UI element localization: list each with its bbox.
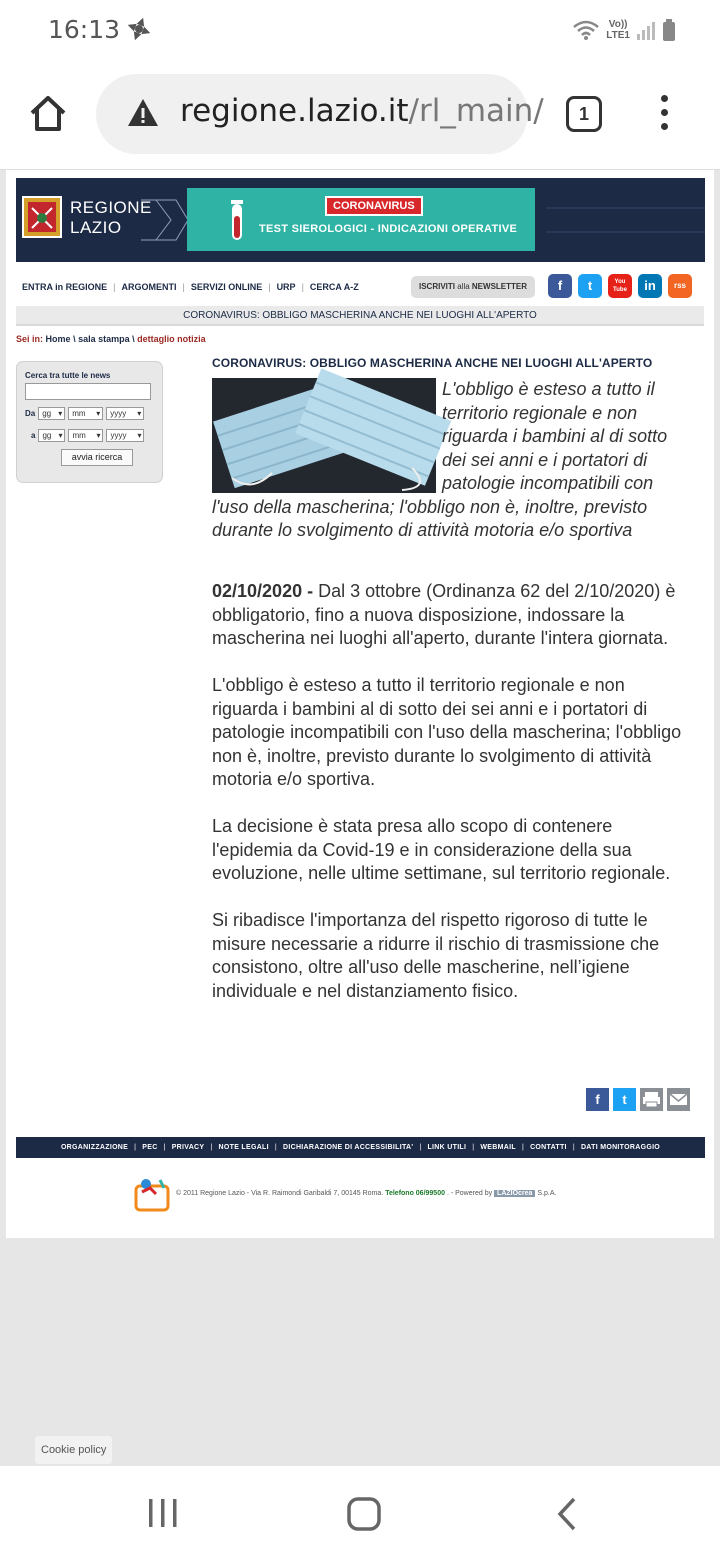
news-search-box: [16, 361, 163, 483]
promo-text: TEST SIEROLOGICI - INDICAZIONI OPERATIVE: [259, 223, 518, 235]
footer-contatti[interactable]: CONTATTI: [530, 1144, 567, 1151]
date-to-label: a: [31, 431, 36, 440]
back-icon[interactable]: [552, 1496, 582, 1532]
news-ticker[interactable]: CORONAVIRUS: OBBLIGO MASCHERINA ANCHE NEI LUOGHI ALL'APERTO: [16, 306, 704, 326]
share-buttons: [586, 1088, 690, 1111]
home-nav-icon[interactable]: [346, 1496, 382, 1532]
date-to-row: [31, 429, 144, 442]
status-bar: [0, 0, 720, 62]
date-from-row: [25, 407, 144, 420]
warning-icon[interactable]: [126, 96, 160, 130]
footer-organizzazione[interactable]: ORGANIZZAZIONE: [60, 1144, 129, 1151]
share-twitter-icon[interactable]: t: [613, 1088, 636, 1111]
battery-icon: [662, 19, 676, 41]
newsletter-prefix: ISCRIVITI: [418, 282, 455, 291]
fan-icon: [124, 14, 154, 44]
to-year-select[interactable]: yyyy ▾: [106, 429, 144, 442]
lte-label: LTE1: [606, 30, 630, 41]
coronavirus-promo-banner[interactable]: [187, 188, 535, 251]
nav-servizi-online[interactable]: SERVIZI ONLINE: [190, 282, 263, 292]
to-month-select[interactable]: mm ▾: [68, 429, 103, 442]
article-paragraph-2: L'obbligo è esteso a tutto il territorio regionale e non riguarda i bambini al di sotto dei sei anni e i portatori di patologie incompatibili con l'uso della mascherina; l'obbligo non è, inoltre, previsto durante lo svolgimento di attività motoria e/o sportiva.: [212, 675, 682, 789]
from-year-select[interactable]: yyyy ▾: [106, 407, 144, 420]
more-options-icon[interactable]: [652, 90, 676, 138]
footer-separator: |: [572, 1144, 575, 1151]
footer-phone[interactable]: Telefono 06/99500: [385, 1190, 445, 1197]
web-page: [6, 170, 714, 1238]
home-icon[interactable]: [24, 89, 72, 137]
coronavirus-badge: CORONAVIRUS: [325, 196, 423, 216]
print-icon[interactable]: [640, 1088, 663, 1111]
footer-separator: |: [274, 1144, 277, 1151]
email-icon[interactable]: [667, 1088, 690, 1111]
site-header-banner: [16, 178, 705, 262]
status-time: 16:13: [48, 15, 121, 44]
signal-icon: [636, 20, 656, 40]
social-links: [548, 274, 692, 298]
twitter-icon[interactable]: t: [578, 274, 602, 298]
system-navigation-bar: [0, 1466, 720, 1560]
from-day-select[interactable]: gg ▾: [38, 407, 65, 420]
article-paragraph-4: Si ribadisce l'importanza del rispetto rigoroso di tutte le misure necessarie a ridurre il rischio di trasmissione che consistono, oltre all'uso delle mascherine, nell’igiene individuale e nel distanziamento fisico.: [212, 910, 660, 1001]
newsletter-button[interactable]: [411, 276, 535, 298]
footer-navigation: [16, 1137, 705, 1158]
date-from-label: Da: [25, 409, 36, 418]
cookie-policy-button[interactable]: Cookie policy: [35, 1436, 112, 1464]
footer-pec[interactable]: PEC: [142, 1144, 158, 1151]
wifi-icon: [572, 19, 600, 41]
footer-separator: |: [472, 1144, 475, 1151]
breadcrumb-sala-stampa[interactable]: sala stampa: [78, 334, 130, 344]
newsletter-mid: alla: [455, 282, 472, 291]
nav-entra-in-regione[interactable]: ENTRA in REGIONE: [22, 282, 108, 292]
browser-toolbar: [0, 62, 720, 170]
newsletter-suffix: NEWSLETTER: [471, 282, 528, 291]
footer-note-legali[interactable]: NOTE LEGALI: [218, 1144, 269, 1151]
breadcrumb-home[interactable]: Home: [45, 334, 71, 344]
footer-accessibilita[interactable]: DICHIARAZIONE DI ACCESSIBILITA': [283, 1144, 414, 1151]
youtube-icon[interactable]: You Tube: [608, 274, 632, 298]
top-navigation: ENTRA in REGIONE | ARGOMENTI | SERVIZI ONLINE | URP | CERCA A-Z: [22, 282, 359, 292]
footer-separator: |: [134, 1144, 137, 1151]
powered-by-label: . - Powered by: [446, 1190, 493, 1197]
breadcrumb: [16, 334, 206, 344]
rss-icon[interactable]: rss: [668, 274, 692, 298]
address-bar[interactable]: [96, 74, 544, 154]
nav-argomenti[interactable]: ARGOMENTI: [121, 282, 177, 292]
to-day-select[interactable]: gg ▾: [38, 429, 65, 442]
article-date: 02/10/2020 -: [212, 581, 314, 601]
logo-line-2: LAZIO: [70, 218, 122, 237]
breadcrumb-separator: \: [132, 334, 135, 344]
search-input[interactable]: [25, 383, 151, 400]
breadcrumb-current: dettaglio notizia: [137, 334, 206, 344]
article-lead: L'obbligo è esteso a tutto il territorio regionale e non riguarda i bambini al di sotto dei sei anni e i portatori di patologie incompatibili con l'uso della mascherina; l'obbligo non è, inoltre, previsto durante lo svolgimento di attività motoria e/o sportiva: [212, 379, 668, 540]
footer-separator: |: [210, 1144, 213, 1151]
tab-switcher-button[interactable]: 1: [566, 96, 602, 132]
laziocrea-logo[interactable]: LAZIOcrea: [494, 1190, 535, 1197]
footer-webmail[interactable]: WEBMAIL: [480, 1144, 516, 1151]
share-facebook-icon[interactable]: f: [586, 1088, 609, 1111]
regione-lazio-logo[interactable]: [22, 196, 62, 238]
footer-separator: |: [521, 1144, 525, 1151]
network-label: [606, 19, 630, 41]
volte-label: Vo)): [608, 19, 628, 30]
article-paragraph-3: La decisione è stata presa allo scopo di contenere l'epidemia da Covid-19 e in considerazione della sua evoluzione, nelle ultime settimane, sul territorio regionale.: [212, 816, 671, 883]
url-domain: regione.lazio.it: [180, 93, 409, 129]
facebook-icon[interactable]: f: [548, 274, 572, 298]
search-button[interactable]: avvia ricerca: [61, 449, 133, 466]
nav-urp[interactable]: URP: [276, 282, 296, 292]
test-tube-icon: [229, 200, 245, 244]
status-icons: [572, 16, 676, 44]
nav-cerca-a-z[interactable]: CERCA A-Z: [309, 282, 359, 292]
url-text[interactable]: [180, 93, 544, 129]
article-body: [212, 580, 692, 1027]
url-path: /rl_main/: [408, 93, 544, 129]
breadcrumb-separator: \: [73, 334, 76, 344]
copyright-text: © 2011 Regione Lazio - Via R. Raimondi Garibaldi 7, 00145 Roma.: [176, 1190, 384, 1197]
accessibility-logo[interactable]: [130, 1174, 174, 1214]
linkedin-icon[interactable]: in: [638, 274, 662, 298]
powered-suffix: S.p.A.: [537, 1190, 557, 1197]
from-month-select[interactable]: mm ▾: [68, 407, 103, 420]
footer-link-utili[interactable]: LINK UTILI: [427, 1144, 467, 1151]
footer-separator: |: [419, 1144, 422, 1151]
footer-dati-monitoraggio[interactable]: DATI MONITORAGGIO: [580, 1144, 661, 1151]
logo-text[interactable]: [70, 198, 152, 238]
article-paragraph-1: Dal 3 ottobre (Ordinanza 62 del 2/10/2020) è obbligatorio, fino a nuova disposizione, indossare la mascherina nei luoghi all'aperto, durante l'intera giornata.: [212, 581, 676, 648]
recent-apps-icon[interactable]: [146, 1496, 180, 1530]
footer-separator: |: [163, 1144, 166, 1151]
breadcrumb-prefix: Sei in:: [16, 334, 44, 344]
article-title: CORONAVIRUS: OBBLIGO MASCHERINA ANCHE NEI LUOGHI ALL'APERTO: [212, 356, 653, 370]
footer-privacy[interactable]: PRIVACY: [171, 1144, 205, 1151]
article-paragraph: [212, 580, 692, 651]
footer-copyright: [176, 1190, 556, 1197]
search-label: Cerca tra tutte le news: [25, 371, 111, 380]
logo-line-1: REGIONE: [70, 198, 152, 217]
